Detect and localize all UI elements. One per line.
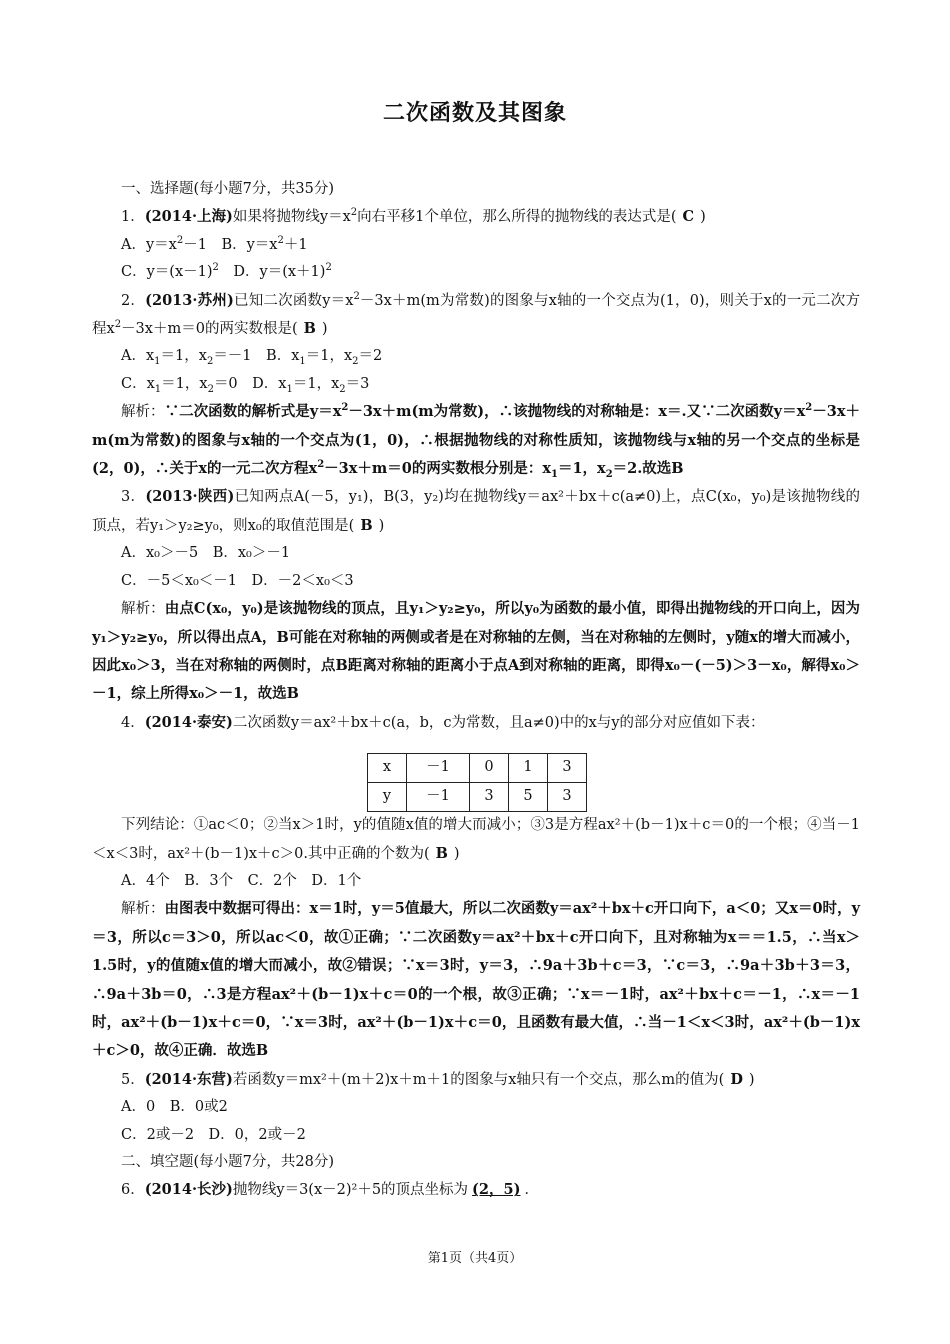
answer-4: B [435,844,448,862]
question-5: 5．(2014·东营)若函数y＝mx²＋(m＋2)x＋m＋1的图象与x轴只有一个交点，那么m的值为( D ) [121,1070,755,1088]
options-2-ab: A．$x_1=1$，$x_2=-1$ B．$x_1=1$，$x_2=2$ [121,348,383,368]
table-row [368,754,587,783]
answer-6: (2，5) [472,1181,521,1199]
solution-2: 解析：∵二次函数的解析式是$y=x^2-3x+m(m$为常数)，∴该抛物线的对称轴是：x＝.又∵二次函数$y=x^2-3x+m(m$为常数)的图象与x轴的一个交点为(1，0)，∴根据抛物线的对称性质知，该抛物线与x轴的另一个交点的坐标是(2，0)，∴关于x的一元二次方程$x^2-3x+m=0$的两实数根分别是：$x_1=1$，$x_2=2$.故选B [92,402,861,480]
section-heading: 二、填空题(每小题7分，共28分) [121,1154,334,1170]
question-3: 3．(2013·陕西)已知两点A(－5，y₁)，B(3，y₂)均在抛物线y＝ax²＋bx＋c(a≠0)上，点C(x₀，y₀)是该抛物线的顶点，若y₁＞y₂≥y₀，则x₀的取值范围是( B ) [92,488,860,534]
table-cell: 3 [548,783,587,812]
options-2-cd: C．$x_1=1$，$x_2=0$ D．$x_1=1$，$x_2=3$ [121,375,370,395]
answer-5: D [730,1070,743,1088]
options-1-cd: C．$y=(x-1)^2$ D．$y=(x+1)^2$ [121,262,332,281]
question-2: 2．(2013·苏州)已知二次函数$y=x^2-3x+m(m$为常数)的图象与x轴的一个交点为(1，0)，则关于x的一元二次方程$x^2-3x+m=0$的两实数根是( B ) [92,290,860,338]
page-footer: 第1页（共4页） [427,1251,523,1266]
table-cell: x [368,754,407,783]
solution-3: 解析：由点C(x₀，y₀)是该抛物线的顶点，且y₁＞y₂≥y₀，所以y₀为函数的最小值，即得出抛物线的开口向上，因为y₁＞y₂≥y₀，所以得出点A，B可能在对称轴的两侧或者是在对称轴的左侧，当在对称轴的左侧时，y随x的增大而减小，因此x₀＞3，当在对称轴的两侧时，点B距离对称轴的距离小于点A到对称轴的距离，即得x₀－(－5)＞3－x₀，解得x₀＞－1，综上所得x₀＞－1，故选B [92,600,861,703]
document-body [92,176,860,1205]
question-6: 6．(2014·长沙)抛物线y＝3(x－2)²＋5的顶点坐标为 (2，5) ． [121,1181,539,1199]
section-heading: 一、选择题(每小题7分，共35分) [121,181,334,197]
table-cell: y [368,783,407,812]
table-cell: 3 [470,783,509,812]
options-3-ab: A．x₀＞－5 B．x₀＞－1 [121,545,291,562]
options-4: A．4个 B．3个 C．2个 D．1个 [121,872,362,889]
value-table [367,753,587,812]
options-5-ab: A．0 B．0或2 [121,1099,228,1116]
answer-2: B [303,320,316,338]
options-3-cd: C．－5＜x₀＜－1 D．－2＜x₀＜3 [121,572,354,589]
table-cell: 5 [509,783,548,812]
table-cell: 0 [470,754,509,783]
table-cell: 1 [509,754,548,783]
options-5-cd: C．2或－2 D．0，2或－2 [121,1126,306,1143]
options-1-ab: A．$y=x^2-1$ B．$y=x^2+1$ [121,234,308,253]
question-4-statements: 下列结论：①ac＜0；②当x＞1时，y的值随x值的增大而减小；③3是方程ax²＋(b－1)x＋c＝0的一个根；④当－1＜x＜3时，ax²＋(b－1)x＋c＞0.其中正确的个数为( B ) [92,817,860,862]
solution-4: 解析：由图表中数据可得出：x＝1时，y＝5值最大，所以二次函数y＝ax²＋bx＋c开口向下，a＜0；又x＝0时，y＝3，所以c＝3＞0，所以ac＜0，故①正确；∵二次函数y＝ax²＋bx＋c开口向下，且对称轴为x＝＝1.5，∴当x＞1.5时，y的值随x值的增大而减小，故②错误；∵x＝3时，y＝3，∴9a＋3b＋c＝3，∵c＝3，∴9a＋3b＋3＝3，∴9a＋3b＝0，∴3是方程ax²＋(b－1)x＋c＝0的一个根，故③正确；∵x＝－1时，ax²＋bx＋c＝－1，∴x＝－1时，ax²＋(b－1)x＋c＝0，∵x＝3时，ax²＋(b－1)x＋c＝0，且函数有最大值，∴当－1＜x＜3时，ax²＋(b－1)x＋c＞0，故④正确．故选B [92,900,860,1060]
page-title: 二次函数及其图象 [382,100,567,126]
table-cell: －1 [407,754,470,783]
answer-1: C [682,208,695,226]
table-cell: －1 [407,783,470,812]
question-1: 1．(2014·上海)如果将抛物线$y=x^2$向右平移1个单位，那么所得的抛物线的表达式是( C ) [121,207,706,226]
table-row [368,783,587,812]
table-cell: 3 [548,754,587,783]
answer-3: B [360,516,373,534]
question-4: 4．(2014·泰安)二次函数y＝ax²＋bx＋c(a，b，c为常数，且a≠0)中的x与y的部分对应值如下表： [121,713,765,731]
